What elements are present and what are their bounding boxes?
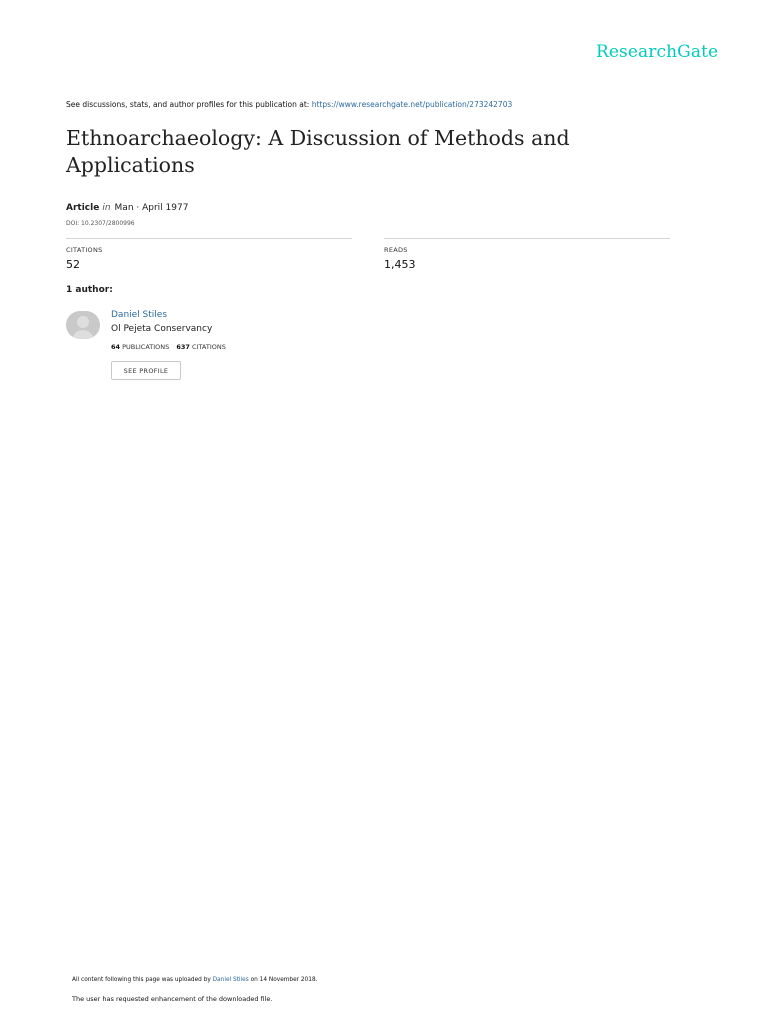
journal-date: Man · April 1977: [114, 203, 189, 213]
enhancement-note: The user has requested enhancement of the downloaded file.: [72, 995, 273, 1003]
reads-stat: [384, 238, 670, 271]
author-affiliation: Ol Pejeta Conservancy: [111, 324, 213, 334]
article-type: Article: [66, 203, 100, 213]
avatar-placeholder-icon[interactable]: [66, 311, 100, 339]
author-name-link[interactable]: Daniel Stiles: [111, 310, 168, 320]
author-citations-label: CITATIONS: [192, 343, 226, 351]
author-stats: [111, 343, 226, 351]
author-publications-label: PUBLICATIONS: [122, 343, 170, 351]
uploaded-suffix: on 14 November 2018.: [248, 977, 318, 983]
uploader-link[interactable]: Daniel Stiles: [212, 977, 249, 983]
researchgate-logo[interactable]: ResearchGate: [596, 42, 719, 62]
author-publications-count: 64: [111, 343, 121, 351]
article-meta-line: [66, 203, 188, 213]
citations-value: 52: [66, 258, 80, 271]
citations-label: CITATIONS: [66, 246, 103, 254]
see-discussions-line: [66, 100, 512, 109]
see-discussions-text: See discussions, stats, and author profiles for this publication at:: [66, 100, 312, 109]
in-word: in: [102, 203, 111, 213]
uploaded-prefix: All content following this page was uploaded by: [72, 977, 213, 983]
reads-value: 1,453: [384, 258, 416, 271]
see-profile-button[interactable]: SEE PROFILE: [111, 361, 181, 380]
author-citations-count: 637: [176, 343, 190, 351]
citations-stat: [66, 238, 352, 271]
publication-url-link[interactable]: https://www.researchgate.net/publication/273242703: [311, 100, 513, 109]
reads-label: READS: [384, 246, 408, 254]
authors-heading: 1 author:: [66, 285, 113, 295]
avatar-head-shape: [77, 316, 89, 328]
doi: DOI: 10.2307/2800996: [66, 220, 135, 227]
uploaded-by-line: [72, 977, 317, 983]
publication-title: Ethnoarchaeology: A Discussion of Methods and Applications: [66, 126, 570, 177]
avatar-body-shape: [72, 330, 94, 339]
